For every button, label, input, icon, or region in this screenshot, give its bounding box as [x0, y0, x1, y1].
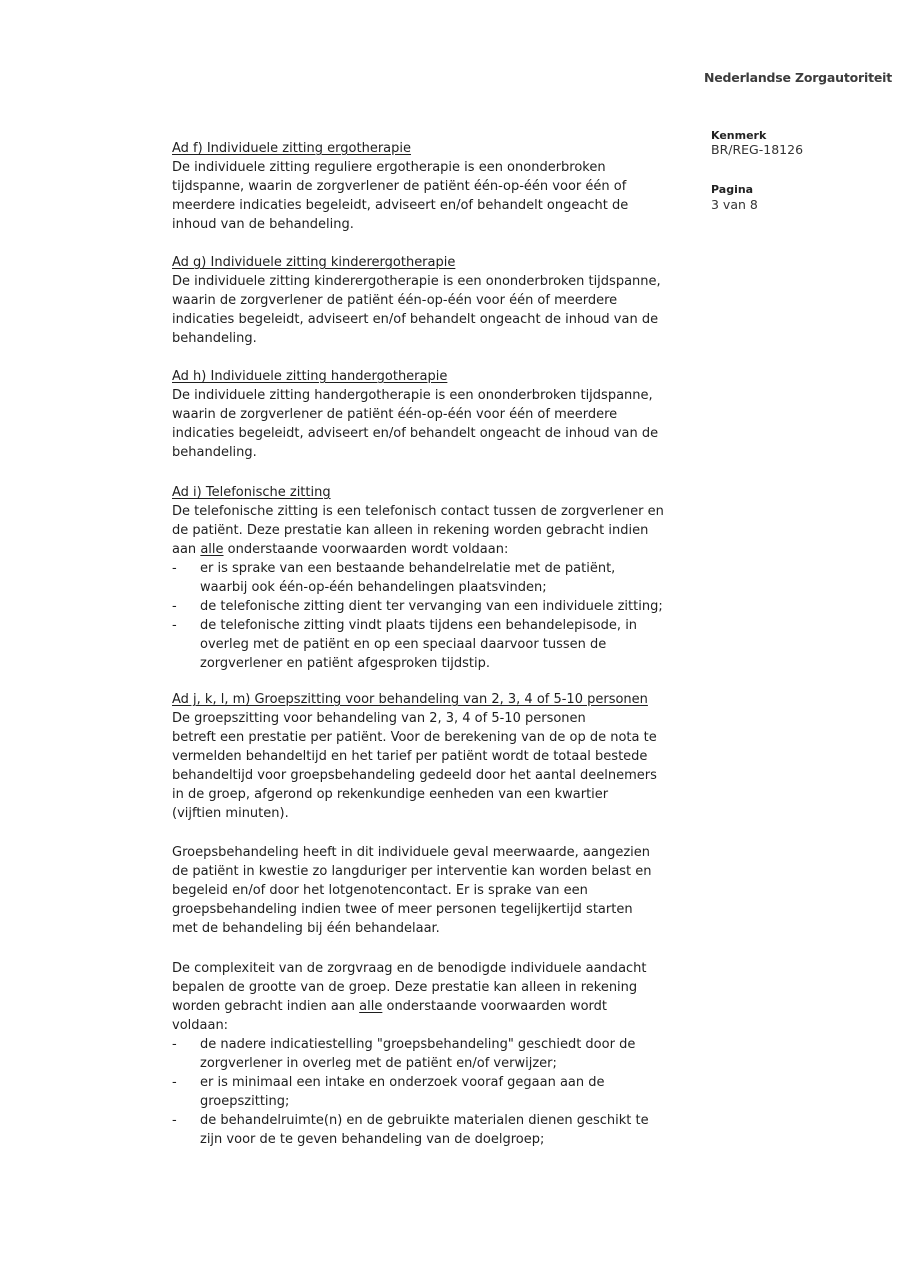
text-line: voldaan:: [172, 1018, 229, 1033]
text-line: in de groep, afgerond op rekenkundige eenheden van een kwartier: [172, 787, 609, 802]
section-heading: Ad f) Individuele zitting ergotherapie: [172, 141, 411, 156]
bullet-dash: -: [172, 618, 177, 633]
text-line: de behandelruimte(n) en de gebruikte materialen dienen geschikt te: [200, 1113, 649, 1128]
bullet-item: [172, 597, 717, 616]
text-line: behandeling.: [172, 445, 257, 460]
bullet-text: [200, 1073, 717, 1111]
bullet-dash: -: [172, 1037, 177, 1052]
section-heading: Ad i) Telefonische zitting: [172, 485, 331, 500]
text-line: zijn voor de te geven behandeling van de doelgroep;: [200, 1132, 545, 1147]
paragraph: [172, 158, 717, 234]
section-heading: Ad h) Individuele zitting handergotherapie: [172, 369, 448, 384]
text-line: De individuele zitting kinderergotherapie is een ononderbroken tijdspanne,: [172, 274, 661, 289]
bullet-text: [200, 1035, 717, 1073]
paragraph: [172, 386, 717, 462]
text-line: groepsbehandeling indien twee of meer personen tegelijkertijd starten: [172, 902, 633, 917]
text-line: de telefonische zitting vindt plaats tijdens een behandelepisode, in: [200, 618, 638, 633]
paragraph: [172, 709, 717, 823]
text-line: De telefonische zitting is een telefonisch contact tussen de zorgverlener en: [172, 504, 664, 519]
text-line: zorgverlener en patiënt afgesproken tijdstip.: [200, 656, 490, 671]
text-line: er is minimaal een intake en onderzoek vooraf gegaan aan de: [200, 1075, 605, 1090]
paragraph: [172, 502, 717, 559]
text-line: zorgverlener in overleg met de patiënt en/of verwijzer;: [200, 1056, 557, 1071]
text-line: groepszitting;: [200, 1094, 290, 1109]
bullet-dash: -: [172, 1075, 177, 1090]
text-line: De groepszitting voor behandeling van 2, 3, 4 of 5-10 personen: [172, 711, 586, 726]
text-line: de nadere indicatiestelling "groepsbehandeling" geschiedt door de: [200, 1037, 636, 1052]
text-line: met de behandeling bij één behandelaar.: [172, 921, 440, 936]
text-line: de patiënt in kwestie zo langduriger per interventie kan worden belast en: [172, 864, 652, 879]
bullet-dash: -: [172, 561, 177, 576]
pagina-value: 3 van 8: [711, 197, 758, 212]
nza-logo-wordmark: Nederlandse Zorgautoriteit: [704, 70, 892, 85]
bullet-item: [172, 1035, 717, 1073]
bullet-text: [200, 616, 717, 673]
text-line: meerdere indicaties begeleidt, adviseert en/of behandelt ongeacht de: [172, 198, 629, 213]
text-line: behandeling.: [172, 331, 257, 346]
bullet-dash: -: [172, 599, 177, 614]
bullet-dash: -: [172, 1113, 177, 1128]
pagina-label: Pagina: [711, 183, 754, 196]
text-line: De individuele zitting reguliere ergotherapie is een ononderbroken: [172, 160, 606, 175]
text-line: Groepsbehandeling heeft in dit individuele geval meerwaarde, aangezien: [172, 845, 650, 860]
text-line: waarin de zorgverlener de patiënt één-op-één voor één of meerdere: [172, 407, 618, 422]
bullet-text: [200, 597, 717, 616]
bullet-item: [172, 616, 717, 673]
text-line: overleg met de patiënt en op een speciaal daarvoor tussen de: [200, 637, 607, 652]
text-line: behandeltijd voor groepsbehandeling gedeeld door het aantal deelnemers: [172, 768, 657, 783]
text-line: indicaties begeleidt, adviseert en/of behandelt ongeacht de inhoud van de: [172, 312, 659, 327]
text-line: er is sprake van een bestaande behandelrelatie met de patiënt,: [200, 561, 616, 576]
kenmerk-label: Kenmerk: [711, 129, 767, 142]
text-line: de telefonische zitting dient ter vervanging van een individuele zitting;: [200, 599, 663, 614]
paragraph: [172, 959, 717, 1035]
text-line: worden gebracht indien aan alle onderstaande voorwaarden wordt: [172, 999, 608, 1014]
text-line: (vijftien minuten).: [172, 806, 289, 821]
bullet-text: [200, 1111, 717, 1149]
bullet-list: [172, 559, 717, 673]
bullet-list: [172, 1035, 717, 1149]
kenmerk-value: BR/REG-18126: [711, 142, 804, 157]
section-heading: Ad j, k, l, m) Groepszitting voor behandeling van 2, 3, 4 of 5-10 personen: [172, 692, 648, 707]
bullet-item: [172, 1111, 717, 1149]
underlined-word: alle: [200, 542, 224, 557]
underlined-word: alle: [359, 999, 383, 1014]
bullet-text: [200, 559, 717, 597]
text-line: bepalen de grootte van de groep. Deze prestatie kan alleen in rekening: [172, 980, 638, 995]
paragraph: [172, 272, 717, 348]
text-line: indicaties begeleidt, adviseert en/of behandelt ongeacht de inhoud van de: [172, 426, 659, 441]
text-line: inhoud van de behandeling.: [172, 217, 354, 232]
text-line: De complexiteit van de zorgvraag en de benodigde individuele aandacht: [172, 961, 647, 976]
text-line: De individuele zitting handergotherapie is een ononderbroken tijdspanne,: [172, 388, 653, 403]
text-line: betreft een prestatie per patiënt. Voor de berekening van de op de nota te: [172, 730, 657, 745]
bullet-item: [172, 1073, 717, 1111]
text-line: de patiënt. Deze prestatie kan alleen in rekening worden gebracht indien: [172, 523, 649, 538]
text-line: tijdspanne, waarin de zorgverlener de patiënt één-op-één voor één of: [172, 179, 627, 194]
text-line: waarin de zorgverlener de patiënt één-op-één voor één of meerdere: [172, 293, 618, 308]
text-line: waarbij ook één-op-één behandelingen plaatsvinden;: [200, 580, 547, 595]
section-heading: Ad g) Individuele zitting kinderergotherapie: [172, 255, 456, 270]
text-line: vermelden behandeltijd en het tarief per patiënt wordt de totaal bestede: [172, 749, 648, 764]
bullet-item: [172, 559, 717, 597]
text-line: aan alle onderstaande voorwaarden wordt voldaan:: [172, 542, 509, 557]
text-line: begeleid en/of door het lotgenotencontact. Er is sprake van een: [172, 883, 588, 898]
paragraph: [172, 843, 717, 938]
